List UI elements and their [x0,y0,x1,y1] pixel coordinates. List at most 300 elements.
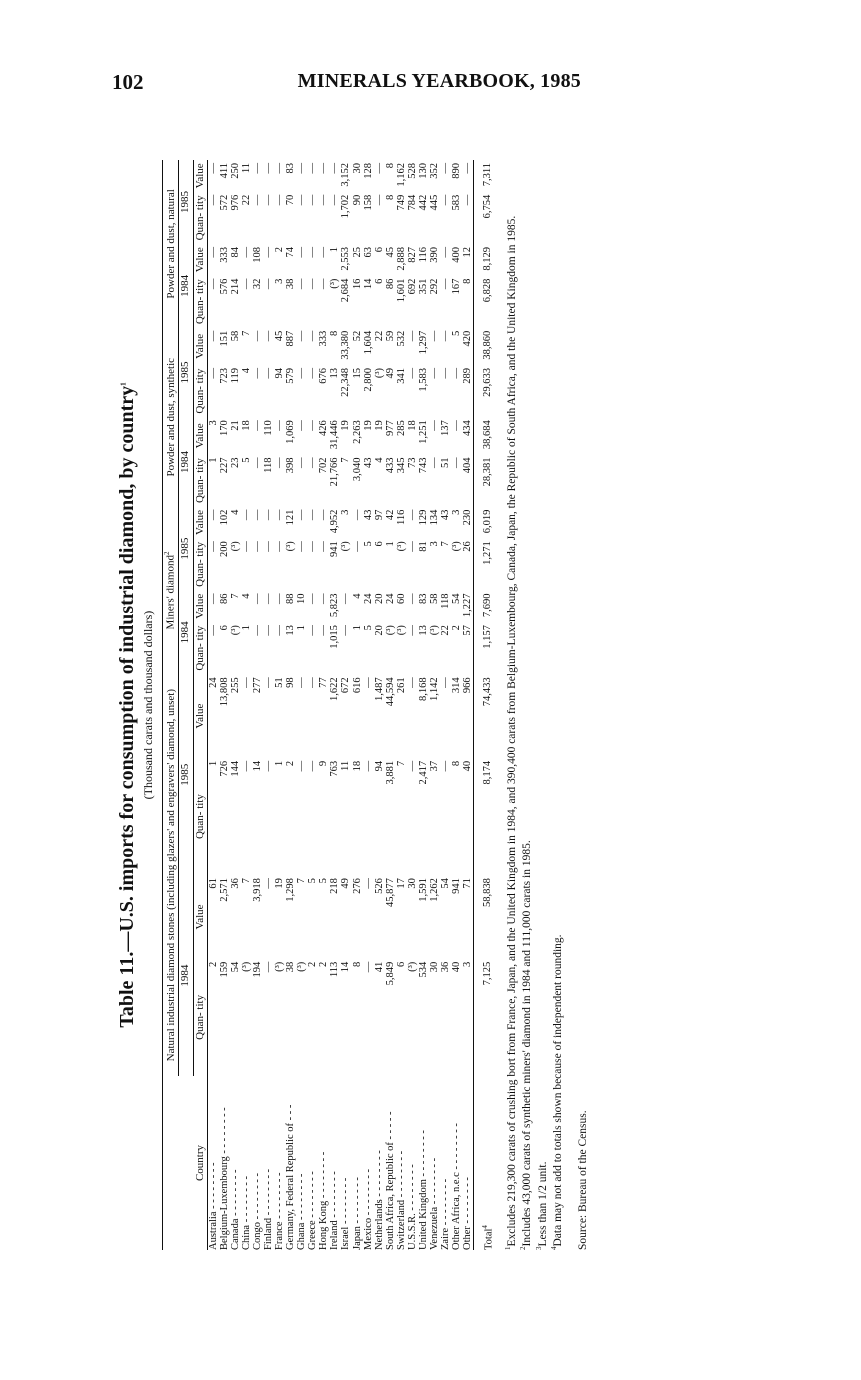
data-cell: 21,766 [329,457,341,487]
data-cell: 23 [230,457,242,468]
data-cell: 341 [395,368,407,384]
data-cell: 24 [208,677,220,688]
data-cell: 98 [285,677,297,688]
data-cell: 118 [263,457,275,473]
data-cell: — [307,163,319,174]
data-cell: 1,604 [362,330,374,355]
data-cell: 261 [395,677,407,694]
data-cell: 83 [285,163,297,174]
data-cell: 1 [208,457,220,463]
data-cell: — [318,163,330,174]
data-cell: 579 [285,368,297,384]
data-cell: 4 [373,457,385,463]
data-cell: — [241,541,253,552]
data-cell: 31,446 [329,420,341,450]
data-cell: — [252,625,264,636]
data-cell: 7 [241,878,253,884]
data-cell: 19 [274,878,286,889]
data-cell: 14 [252,760,264,772]
table-row [252,160,263,1250]
data-cell: 44,594 [384,677,396,707]
data-cell: 19 [373,420,385,431]
data-cell: 97 [373,509,385,521]
data-cell: 59 [384,330,396,342]
data-cell: 1,297 [417,330,429,355]
data-cell: — [274,194,286,206]
data-cell: 3 [428,541,440,547]
data-cell: 434 [461,420,473,436]
data-cell: — [439,368,451,379]
data-cell: 18 [351,760,363,772]
data-cell: 977 [384,420,396,436]
data-cell: 966 [461,677,473,694]
data-cell: 2,417 [417,760,429,785]
data-cell: 7 [395,760,407,767]
data-cell: — [307,625,319,636]
data-cell: 94 [373,760,385,772]
rotated-table-block [110,160,670,1250]
data-cell: 11 [340,760,352,772]
data-cell: — [208,246,220,258]
data-cell: 43 [439,509,451,521]
value-header: Value [193,417,208,454]
quantity-header: Quan- tity [193,192,208,244]
data-cell: — [274,541,286,552]
data-cell: — [307,246,319,258]
data-cell: 314 [450,677,462,694]
data-cell: 61 [208,878,220,889]
total-cell: 7,311 [473,160,494,192]
data-cell: 30 [351,163,363,174]
data-cell: — [263,625,275,636]
data-cell: 1,622 [329,677,341,701]
data-cell: 20 [373,625,385,636]
data-cell: 2 [274,246,286,253]
table-row [318,160,329,1250]
data-cell: 20 [373,593,385,604]
data-cell: 1,487 [373,677,385,701]
data-cell: 2,553 [340,246,352,271]
country-cell: Finland - - - - - - - - [263,1168,275,1250]
data-cell: 108 [252,246,264,263]
data-cell: 1,262 [428,878,440,902]
data-cell: — [351,509,363,521]
data-cell: — [263,878,275,889]
data-cell: (³) [428,625,440,636]
data-cell: 433 [384,457,396,474]
footnote-text: Less than 1/2 unit. [536,1161,549,1247]
data-cell: 8 [384,163,396,169]
data-cell: 8 [384,194,396,200]
data-cell: — [208,625,220,636]
data-cell: 1,591 [417,878,429,902]
country-cell: U.S.S.R. - - - - - - - - [406,1164,418,1250]
data-cell: 19 [340,420,352,431]
data-cell: — [461,194,473,206]
data-cell: 723 [219,368,231,384]
data-cell: 5 [450,330,462,337]
data-cell: 763 [329,760,341,777]
table-title-note: 1 [119,382,128,386]
data-cell: 7 [230,593,242,599]
data-cell: 74 [285,246,297,258]
data-cell: 887 [285,330,297,347]
data-cell: — [263,961,275,973]
data-cell: 13 [329,368,341,379]
data-cell: 32 [252,278,264,290]
data-cell: 118 [439,593,451,609]
data-cell: — [296,246,308,258]
data-cell: 420 [461,330,473,347]
data-cell: 6 [395,961,407,967]
data-cell: — [296,541,308,552]
data-cell: 7 [241,330,253,337]
running-title: MINERALS YEARBOOK, 1985 [297,70,581,92]
data-cell: 333 [219,246,231,263]
table-row [451,160,462,1250]
total-cell: 74,433 [473,674,494,758]
data-cell: 121 [285,509,297,526]
data-cell: 159 [219,961,231,978]
data-cell: (³) [340,541,352,552]
country-cell: Zaire - - - - - - - - [439,1178,451,1250]
data-cell: 30 [406,878,418,889]
data-cell: 1,583 [417,368,429,392]
data-cell: 345 [395,457,407,474]
data-cell: 2 [208,961,220,967]
data-cell: 130 [417,163,429,179]
data-cell: 1,227 [461,593,473,618]
data-cell: — [252,420,264,431]
data-cell: 1 [208,760,220,767]
data-cell: — [252,509,264,521]
table-row [385,160,396,1250]
data-cell: 1,069 [285,420,297,444]
country-cell: Netherlands - - - - - - - - [373,1150,385,1250]
data-cell: — [274,593,286,604]
data-cell: — [263,593,275,604]
data-cell: 2,888 [395,246,407,271]
quantity-header: Quan- tity [193,622,208,674]
year-header: 1984 [179,417,194,506]
imports-table [162,160,494,1250]
data-cell: — [406,625,418,636]
data-cell: — [252,457,264,468]
total-cell: 1,157 [473,622,494,674]
data-cell: 2,263 [351,420,363,444]
data-cell: — [406,330,418,342]
data-cell: — [274,509,286,521]
country-cell: Hong Kong - - - - - - - - [318,1151,330,1250]
data-cell: 13,808 [219,677,231,707]
data-cell: 398 [285,457,297,474]
data-cell: 18 [406,420,418,431]
data-cell: — [263,760,275,772]
data-cell: — [439,677,451,688]
total-cell: 28,381 [473,454,494,506]
country-cell: United Kingdom - - - - - - - - [417,1130,429,1250]
data-cell: 445 [428,194,440,211]
data-cell: — [296,677,308,688]
data-cell: 49 [384,368,396,379]
data-cell: 3,918 [252,878,264,902]
data-cell: 890 [450,163,462,179]
data-cell: (³) [274,961,286,972]
data-cell: — [208,368,220,379]
data-cell: 116 [417,246,429,263]
data-cell: — [252,163,264,174]
data-cell: — [406,368,418,379]
data-cell: — [329,194,341,206]
data-cell: 3,040 [351,457,363,482]
data-cell: 749 [395,194,407,211]
data-cell: 532 [395,330,407,347]
data-cell: 8 [329,330,341,337]
data-cell: — [450,457,462,468]
data-cell: 19 [362,420,374,431]
data-cell: 24 [362,593,374,604]
data-cell: 21 [230,420,242,431]
data-cell: 4 [241,593,253,599]
data-cell: 71 [461,878,473,889]
country-cell: Ghana - - - - - - - - [296,1173,308,1250]
data-cell: 1 [384,541,396,547]
country-cell: Germany, Federal Republic of - - - [285,1104,297,1250]
data-cell: 26 [461,541,473,552]
country-cell: Switzerland - - - - - - - - [395,1150,407,1250]
data-cell: 276 [351,878,363,894]
data-cell: 250 [230,163,242,179]
quantity-header: Quan- tity [193,454,208,506]
data-cell: 2,684 [340,278,352,303]
data-cell: 702 [318,457,330,474]
quantity-header: Quan- tity [193,538,208,590]
total-cell: 1,271 [473,538,494,590]
data-cell: — [307,194,319,206]
data-cell: 40 [450,961,462,973]
data-cell: — [307,677,319,688]
country-cell: Belgium-Luxembourg - - - - - - - - [219,1107,231,1250]
data-cell: 2 [318,961,330,967]
data-cell: 230 [461,509,473,526]
data-cell: (³) [296,961,308,972]
footnote [519,160,534,1250]
country-cell: China - - - - - - - - [241,1175,253,1250]
table-row [396,160,407,1250]
data-cell: 45,877 [384,878,396,908]
data-cell: (³) [450,541,462,552]
data-cell: 58 [428,593,440,604]
data-cell: — [428,457,440,468]
group-header [163,328,179,507]
footnote-text: Data may not add to totals shown because of independent rounding. [551,934,564,1247]
data-cell: (³) [395,625,407,636]
total-cell: 8,129 [473,244,494,276]
data-cell: — [307,457,319,468]
data-cell: 54 [450,593,462,604]
data-cell: (³) [230,541,242,552]
data-cell: — [461,163,473,174]
data-cell: 88 [285,593,297,604]
year-header: 1984 [179,244,194,328]
data-cell: 3,152 [340,163,352,187]
table-row [407,160,418,1250]
data-cell: 36 [230,878,242,889]
data-cell: — [208,194,220,206]
data-cell: 5 [362,625,374,631]
data-cell: — [406,677,418,688]
total-cell: 29,633 [473,365,494,417]
data-cell: 43 [362,509,374,521]
data-cell: — [208,593,220,604]
data-cell: 5 [362,541,374,547]
data-cell: 119 [230,368,242,384]
data-cell: 411 [219,163,231,179]
footnote [550,160,565,1250]
data-cell: — [428,330,440,342]
data-cell: 3 [461,961,473,967]
data-cell: 158 [362,194,374,211]
data-cell: — [208,541,220,552]
value-header: Value [193,328,208,365]
data-cell: — [318,509,330,521]
data-cell: — [208,278,220,290]
data-cell: 37 [428,760,440,772]
data-cell: 1,298 [285,878,297,902]
data-cell: 14 [362,278,374,290]
data-cell: 4,952 [329,509,341,534]
data-cell: 54 [439,878,451,889]
data-cell: 1,162 [395,163,407,187]
data-cell: — [362,961,374,973]
year-header: 1984 [179,590,194,674]
table-row [429,160,440,1250]
data-cell: 22 [373,330,385,342]
table-row [329,160,340,1250]
data-cell: 57 [461,625,473,636]
data-cell: — [296,457,308,468]
data-cell: 5 [241,457,253,463]
quantity-header: Quan- tity [193,758,208,875]
data-cell: 137 [439,420,451,436]
data-cell: 6 [219,625,231,631]
data-cell: 576 [219,278,231,295]
data-cell: — [340,625,352,636]
data-cell: — [318,541,330,552]
data-cell: — [296,330,308,342]
data-cell: 38 [285,278,297,290]
data-cell: — [318,593,330,604]
data-cell: — [439,246,451,258]
data-cell: (³) [373,368,385,379]
data-cell: — [406,509,418,521]
data-cell: 116 [395,509,407,526]
total-row [473,160,494,1250]
data-cell: — [307,420,319,431]
data-cell: — [329,163,341,174]
footnote [535,160,550,1250]
data-cell: — [263,368,275,379]
data-cell: 672 [340,677,352,694]
data-cell: 41 [373,961,385,973]
data-cell: 676 [318,368,330,384]
data-cell: 227 [219,457,231,474]
data-cell: 4 [351,593,363,599]
data-cell: 6 [373,541,385,547]
country-cell: Mexico - - - - - - - - [362,1168,374,1250]
group-label: Natural industrial diamond stones (including glazers' and engravers' diamond, unset) [164,688,177,1062]
data-cell: 534 [417,961,429,978]
data-cell: 9 [318,760,330,767]
data-cell: 1 [351,625,363,631]
total-cell: 6,754 [473,192,494,244]
data-cell: 5 [307,878,319,884]
data-cell: 134 [428,509,440,526]
total-label-text: Total [483,1228,495,1250]
data-cell: 2 [307,961,319,967]
country-cell: Japan - - - - - - - - [351,1177,363,1250]
data-cell: — [307,541,319,552]
country-cell: Venezuela - - - - - - - - [428,1157,440,1250]
value-header: Value [193,590,208,622]
country-cell: Australia - - - - - - - - [208,1162,220,1250]
data-cell: — [373,194,385,206]
year-header: 1985 [179,328,194,417]
table-row [263,160,274,1250]
data-cell: (³) [230,625,242,636]
data-cell: 1,601 [395,278,407,303]
value-header: Value [193,244,208,276]
country-cell: Canada - - - - - - - - [230,1169,242,1250]
data-cell: 1 [296,625,308,631]
data-cell: 526 [373,878,385,894]
value-header: Value [193,674,208,758]
data-cell: — [296,194,308,206]
data-cell: 200 [219,541,231,558]
data-cell: 81 [417,541,429,552]
table-row [285,160,296,1250]
footnote [504,160,519,1250]
country-cell: Greece - - - - - - - - [307,1171,319,1250]
data-cell: 941 [450,878,462,894]
data-cell: 52 [351,330,363,342]
data-cell: — [450,368,462,379]
data-cell: — [439,278,451,290]
data-cell: 16 [351,278,363,290]
data-cell: 45 [274,330,286,342]
data-cell: 22 [439,625,451,636]
footnotes [504,160,565,1250]
data-cell: 8 [461,278,473,284]
total-cell: 38,860 [473,328,494,365]
data-cell: 8 [450,760,462,767]
data-cell: 352 [428,163,440,179]
data-cell: 110 [263,420,275,436]
data-cell: 277 [252,677,264,694]
data-cell: — [318,194,330,206]
data-cell: — [307,368,319,379]
total-cell: 7,690 [473,590,494,622]
data-cell: 58 [230,330,242,342]
data-cell: — [362,878,374,889]
data-cell: — [406,541,418,552]
table-subtitle: (Thousand carats and thousand dollars) [141,610,155,800]
data-cell: — [241,760,253,772]
table-row [363,160,374,1250]
table-row [462,160,474,1250]
data-cell: — [296,420,308,431]
data-cell: — [241,509,253,521]
